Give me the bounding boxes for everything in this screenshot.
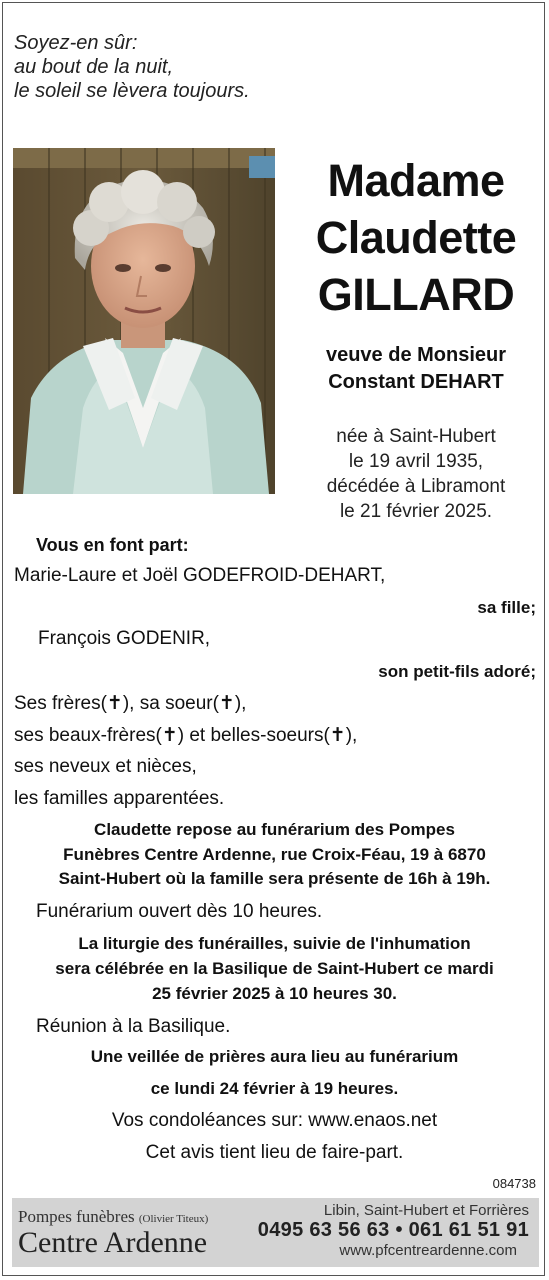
family-list-line: Ses frères(✝), sa soeur(✝), — [14, 693, 247, 714]
quote-line: le soleil se lèvera toujours. — [14, 80, 250, 102]
deceased-name — [290, 152, 542, 323]
vigil-text: Une veillée de prières aura lieu au funérarium — [90, 1047, 459, 1066]
funeral-home-banner — [12, 1198, 539, 1267]
meeting-point: Réunion à la Basilique. — [36, 1016, 231, 1037]
funeral-home-website[interactable]: www.pfcentreardenne.com — [339, 1242, 517, 1259]
life-dates — [290, 424, 542, 524]
funerarium-text: Saint-Hubert où la famille sera présente de 16h à 19h. — [58, 869, 491, 888]
funeral-home-owner: (Olivier Titeux) — [138, 1213, 209, 1225]
funeral-home-phones: 0495 63 56 63 • 061 61 51 91 — [257, 1219, 529, 1241]
notice-text: Cet avis tient lieu de faire-part. — [145, 1142, 404, 1163]
liturgy-text: sera célébrée en la Basilique de Saint-Hubert ce mardi — [55, 959, 494, 978]
condolences-text: Vos condoléances sur: www.enaos.net — [111, 1110, 438, 1131]
liturgy-text: La liturgie des funérailles, suivie de l'inhumation — [78, 934, 471, 953]
death-place: décédée à Libramont — [326, 476, 506, 497]
announcement-heading: Vous en font part: — [36, 535, 189, 555]
funeral-home-brand: Centre Ardenne — [18, 1226, 208, 1259]
family-relation: son petit-fils adoré; — [378, 662, 536, 681]
funerarium-text: Claudette repose au funérarium des Pompes — [94, 820, 455, 839]
spouse-name: Constant DEHART — [328, 371, 504, 393]
widow-line: veuve de Monsieur — [325, 344, 507, 366]
birth-place: née à Saint-Hubert — [336, 426, 496, 447]
portrait-photo — [13, 148, 275, 494]
family-member: François GODENIR, — [38, 628, 211, 649]
vigil-text: ce lundi 24 février à 19 heures. — [150, 1079, 399, 1098]
funerarium-hours: Funérarium ouvert dès 10 heures. — [36, 901, 323, 922]
funeral-home-title — [18, 1207, 208, 1227]
family-relation: sa fille; — [477, 598, 536, 617]
reference-number: 084738 — [492, 1176, 536, 1191]
name-title: Madame — [327, 155, 505, 206]
quote-line: Soyez-en sûr: — [14, 32, 138, 54]
epigraph-quote — [14, 31, 250, 103]
first-name: Claudette — [315, 212, 517, 263]
family-list-line: ses neveux et nièces, — [14, 756, 197, 777]
birth-date: le 19 avril 1935, — [348, 451, 484, 472]
funerarium-text: Funèbres Centre Ardenne, rue Croix-Féau, 19 à 6870 — [63, 845, 486, 864]
death-date: le 21 février 2025. — [339, 501, 493, 522]
family-list-line: ses beaux-frères(✝) et belles-soeurs(✝), — [14, 725, 358, 746]
funeral-home-label: Pompes funèbres — [18, 1207, 135, 1226]
liturgy-text: 25 février 2025 à 10 heures 30. — [152, 984, 397, 1003]
funeral-home-locations: Libin, Saint-Hubert et Forrières — [323, 1202, 529, 1219]
family-list-line: les familles apparentées. — [14, 788, 225, 809]
quote-line: au bout de la nuit, — [14, 56, 174, 78]
family-member: Marie-Laure et Joël GODEFROID-DEHART, — [14, 565, 386, 586]
widow-of — [290, 342, 542, 396]
last-name: GILLARD — [317, 269, 515, 320]
